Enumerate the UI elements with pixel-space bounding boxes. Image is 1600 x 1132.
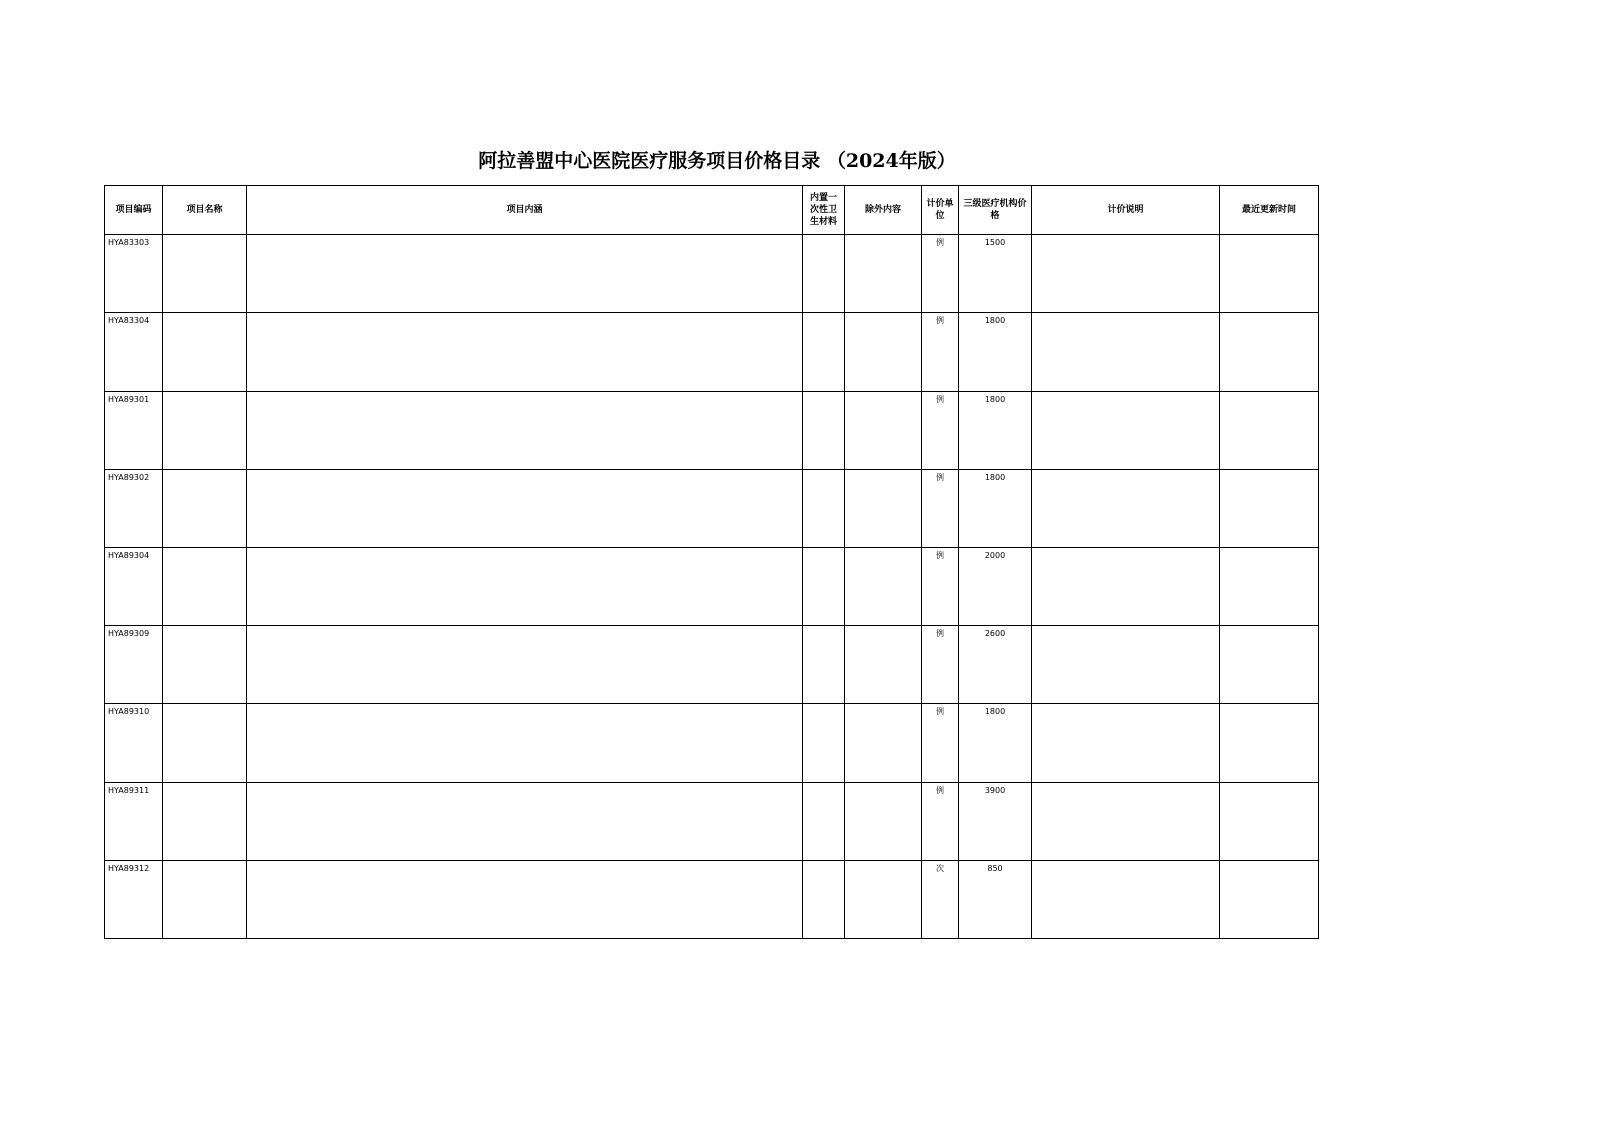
item-updated <box>1220 547 1319 625</box>
item-code: HYA83303 <box>105 235 163 313</box>
item-price: 1800 <box>959 313 1032 391</box>
item-material <box>803 782 845 860</box>
item-material <box>803 235 845 313</box>
item-material <box>803 860 845 938</box>
item-code: HYA89310 <box>105 704 163 782</box>
item-content <box>247 235 803 313</box>
item-note <box>1032 782 1220 860</box>
table-row <box>105 235 1319 313</box>
item-excluded <box>845 782 922 860</box>
item-content <box>247 860 803 938</box>
item-note <box>1032 860 1220 938</box>
item-name <box>163 782 247 860</box>
item-name <box>163 860 247 938</box>
item-note <box>1032 626 1220 704</box>
item-updated <box>1220 626 1319 704</box>
item-unit: 例 <box>922 469 959 547</box>
item-updated <box>1220 313 1319 391</box>
item-unit: 例 <box>922 547 959 625</box>
item-updated <box>1220 860 1319 938</box>
item-code: HYA89312 <box>105 860 163 938</box>
item-material <box>803 469 845 547</box>
table-row <box>105 547 1319 625</box>
item-price: 1500 <box>959 235 1032 313</box>
item-content <box>247 391 803 469</box>
table-row <box>105 782 1319 860</box>
item-code: HYA89302 <box>105 469 163 547</box>
item-price: 1800 <box>959 469 1032 547</box>
item-code: HYA89304 <box>105 547 163 625</box>
item-price: 3900 <box>959 782 1032 860</box>
item-excluded <box>845 469 922 547</box>
table-row <box>105 704 1319 782</box>
table-row <box>105 860 1319 938</box>
item-material <box>803 547 845 625</box>
item-note <box>1032 391 1220 469</box>
column-header: 内置一次性卫生材料 <box>803 186 845 235</box>
item-excluded <box>845 547 922 625</box>
table-row <box>105 313 1319 391</box>
item-code: HYA83304 <box>105 313 163 391</box>
item-name <box>163 547 247 625</box>
item-price: 1800 <box>959 391 1032 469</box>
column-header: 项目内涵 <box>247 186 803 235</box>
item-content <box>247 704 803 782</box>
table-row <box>105 626 1319 704</box>
item-excluded <box>845 391 922 469</box>
item-unit: 例 <box>922 391 959 469</box>
item-excluded <box>845 704 922 782</box>
item-price: 850 <box>959 860 1032 938</box>
item-note <box>1032 547 1220 625</box>
column-header: 项目名称 <box>163 186 247 235</box>
column-header: 除外内容 <box>845 186 922 235</box>
table-row <box>105 469 1319 547</box>
item-unit: 次 <box>922 860 959 938</box>
item-excluded <box>845 235 922 313</box>
item-code: HYA89301 <box>105 391 163 469</box>
item-unit: 例 <box>922 704 959 782</box>
item-content <box>247 313 803 391</box>
item-name <box>163 313 247 391</box>
item-excluded <box>845 313 922 391</box>
item-code: HYA89309 <box>105 626 163 704</box>
item-excluded <box>845 860 922 938</box>
item-note <box>1032 235 1220 313</box>
item-updated <box>1220 235 1319 313</box>
item-unit: 例 <box>922 626 959 704</box>
column-header: 项目编码 <box>105 186 163 235</box>
item-note <box>1032 704 1220 782</box>
item-excluded <box>845 626 922 704</box>
table-row <box>105 391 1319 469</box>
item-price: 2600 <box>959 626 1032 704</box>
item-note <box>1032 469 1220 547</box>
item-material <box>803 313 845 391</box>
item-name <box>163 235 247 313</box>
item-unit: 例 <box>922 782 959 860</box>
column-header: 最近更新时间 <box>1220 186 1319 235</box>
item-content <box>247 782 803 860</box>
item-code: HYA89311 <box>105 782 163 860</box>
item-updated <box>1220 391 1319 469</box>
item-updated <box>1220 782 1319 860</box>
item-name <box>163 704 247 782</box>
item-updated <box>1220 469 1319 547</box>
item-content <box>247 547 803 625</box>
item-price: 1800 <box>959 704 1032 782</box>
page-title: 阿拉善盟中心医院医疗服务项目价格目录 （2024年版） <box>478 150 956 172</box>
item-name <box>163 626 247 704</box>
item-note <box>1032 313 1220 391</box>
item-unit: 例 <box>922 313 959 391</box>
item-material <box>803 391 845 469</box>
item-name <box>163 469 247 547</box>
table-header-row <box>105 186 1319 235</box>
item-updated <box>1220 704 1319 782</box>
item-price: 2000 <box>959 547 1032 625</box>
column-header: 计价单位 <box>922 186 959 235</box>
item-content <box>247 469 803 547</box>
item-unit: 例 <box>922 235 959 313</box>
item-material <box>803 626 845 704</box>
column-header: 三级医疗机构价格 <box>959 186 1032 235</box>
column-header: 计价说明 <box>1032 186 1220 235</box>
item-material <box>803 704 845 782</box>
price-catalog-table <box>104 185 1319 939</box>
item-name <box>163 391 247 469</box>
item-content <box>247 626 803 704</box>
